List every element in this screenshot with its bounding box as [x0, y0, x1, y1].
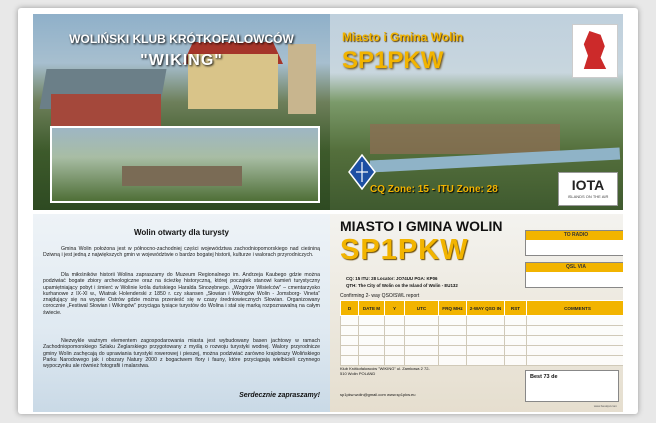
- club-title-line2: "WIKING": [140, 52, 223, 69]
- iota-text: IOTA: [571, 177, 605, 193]
- col-header: UTC: [405, 301, 439, 316]
- griffin-icon: [581, 31, 609, 69]
- col-header: DATE M: [359, 301, 385, 316]
- col-header: FRQ MHz: [439, 301, 467, 316]
- town-aerial: [370, 124, 560, 154]
- table-row: [341, 346, 624, 356]
- city-title: Miasto i Gmina Wolin: [342, 30, 464, 44]
- closing-line: Serdecznie zapraszamy!: [239, 392, 320, 399]
- confirm-line: Confirming 2- way QSO/SWL report: [340, 293, 420, 299]
- tourism-para-3: Niezwykle ważnym elementem zagospodarowania miasta jest wybudowany basen jachtowy w ramach Zachodniopomorskiego Szlaku Żeglarskiego przygotowany z myślą o rozwoju turystyki wodnej. Walory przyrodnicze gminy Wolin zachęcają do uprawiania turystyki rowerowej i pieszej, można podziwiać zarówno krajobrazy Wolińskiego Parku Narodowego jak i obszary Natury 2000 z bogactwem flory i fauny, które przyciągają wielbicieli czynnego wypoczynku ale również fotografii i malarstwa.: [43, 338, 320, 370]
- wolin-crest-icon: [572, 24, 618, 78]
- table-header-row: [341, 301, 624, 316]
- printer-mark: www.bestqsl.com: [593, 404, 617, 408]
- iota-logo-icon: [558, 172, 618, 206]
- front-callsign: SP1PKW: [342, 47, 444, 74]
- skansen-photo-inset: [50, 126, 320, 203]
- qsl-card: [18, 8, 638, 414]
- col-header: RST: [505, 301, 527, 316]
- club-contact: sp1pkw.wolin@gmail.com www.sp1pkw.eu: [340, 392, 416, 397]
- col-header: COMMENTS: [527, 301, 624, 316]
- to-radio-label: TO RADIO: [526, 231, 623, 240]
- station-details: CQ: 15 ITU: 28 Locator: JO74UU PGA: KP06: [346, 276, 438, 281]
- tourism-para-2: Dla miłośników historii Wolina zapraszamy do Muzeum Regionalnego im. Andrzeja Kaubego gdzie można podziwiać bogate zbiory archeologiczne oraz na ścieżkę historyczną, której początek stanowi kamień turystyczny upamiętniający pobyt i śmierć w Wolinie króla duńskiego Haralda Sinozębnego. „Wzgórze Wisielców” – cmentarzysko kurhanowe z IX-XI w., Wiatrak Holenderski z 1850 r. czy skansen „Słowian i Wikingów Wolin - Jomsborg- Vineta” znajdujący się na wyspie Ostrów gdzie można przenieść się w czasy średniowiecznych Słowian. Organizowany corocznie „Festiwal Słowian i Wikingów” przyciąga tysiące turystów do Wolina i stał się marką rozpoznawalną na całym świecie.: [43, 272, 320, 316]
- tourism-heading: Wolin otwarty dla turysty: [134, 228, 229, 237]
- qth-line: QTH: The City of Wolin on the Island of Wolin - EU132: [346, 283, 458, 288]
- club-address: Klub Krótkofalowców "WIKING" ul. Zamkowa 2 72-510 Wolin POLAND: [340, 366, 430, 376]
- tourism-para-1: Gmina Wolin położona jest w północno-zachodniej części województwa zachodniopomorskiego nad cieśniną Dziwną i jest jedną z największych gmin w województwie o bardzo bogatej historii, kulturze i walorach przyrodniczych.: [43, 246, 320, 259]
- best-73-box: [525, 370, 619, 402]
- qsl-via-label: QSL VIA: [526, 263, 623, 272]
- viking-huts: [122, 166, 242, 186]
- club-title-line1: WOLIŃSKI KLUB KRÓTKOFALOWCÓW: [69, 32, 294, 46]
- to-radio-box: [525, 230, 623, 256]
- table-row: [341, 326, 624, 336]
- club-photo-panel: [33, 14, 330, 210]
- col-header: 2-WAY QSO IN: [467, 301, 505, 316]
- col-header: Y: [385, 301, 405, 316]
- tourism-text-panel: [33, 214, 330, 412]
- qsl-city-title: MIASTO I GMINA WOLIN: [340, 218, 503, 234]
- table-row: [341, 316, 624, 326]
- qso-log-table: [340, 300, 623, 366]
- col-header: D: [341, 301, 359, 316]
- qsl-callsign: SP1PKW: [340, 234, 469, 266]
- iota-subtext: ISLANDS ON THE AIR: [567, 194, 609, 199]
- qsl-via-box: [525, 262, 623, 288]
- qsl-form-panel: [330, 214, 623, 412]
- best-73-label: Best 73 de: [530, 374, 558, 380]
- city-photo-panel: [330, 14, 623, 210]
- zones-label: CQ Zone: 15 - ITU Zone: 28: [370, 184, 498, 195]
- table-row: [341, 336, 624, 346]
- table-row: [341, 356, 624, 366]
